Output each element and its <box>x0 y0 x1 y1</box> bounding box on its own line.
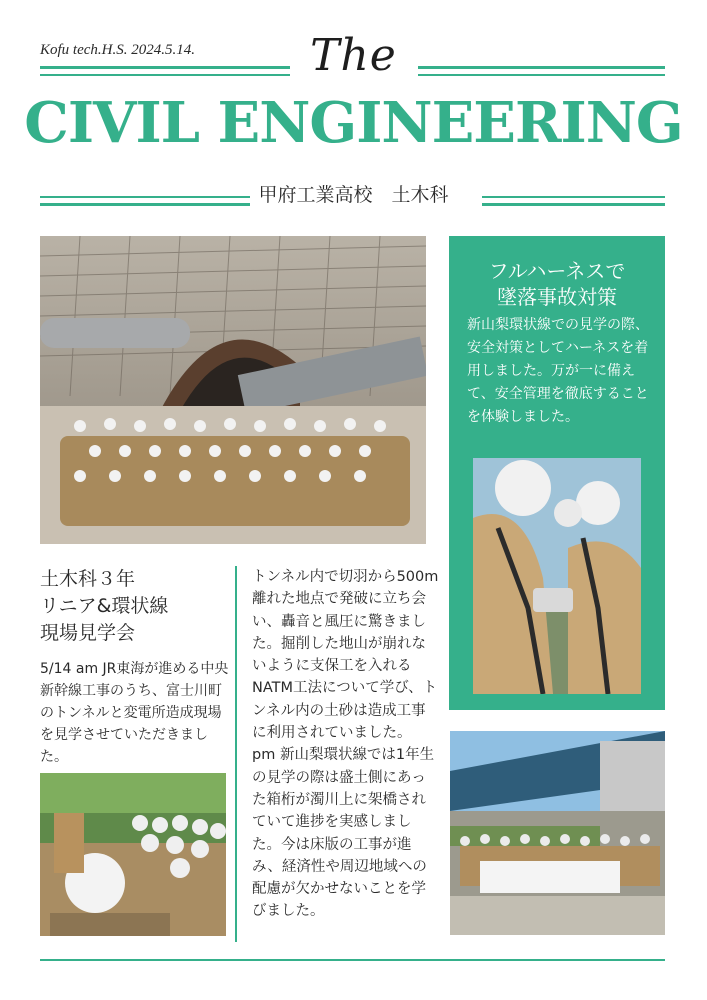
sidebar-harness-box <box>449 236 665 710</box>
site-visit-photo <box>40 773 226 936</box>
tunnel-group-photo <box>40 236 426 544</box>
column-divider <box>235 566 237 942</box>
sidebar-title <box>449 258 665 310</box>
article-body <box>252 566 440 923</box>
article-body-am: トンネル内で切羽から500m離れた地点で発破に立ち会い、轟音と風圧に驚きました。掘削した地山が崩れないように支保工を入れるNATM工法について学び、トンネル内の土砂は造成工事に利用されていました。 <box>252 569 439 742</box>
viaduct-group-photo <box>450 731 665 935</box>
article-title <box>40 566 230 647</box>
sidebar-title-line-1: フルハーネスで <box>488 259 626 283</box>
footer-rule <box>40 959 665 961</box>
article-title-line-1: 土木科３年 <box>40 568 136 590</box>
page-title: CIVIL ENGINEERING <box>24 90 683 156</box>
masthead-the: The <box>310 30 397 81</box>
school-name: 甲府工業高校 土木科 <box>258 184 449 206</box>
sidebar-title-line-2: 墜落事故対策 <box>497 285 617 309</box>
harness-photo <box>473 458 641 694</box>
article-lead: 5/14 am JR東海が進める中央新幹線工事のうち、富士川町のトンネルと変電所造成現場を見学させていただきました。 <box>40 661 229 765</box>
sidebar-body: 新山梨環状線での見学の際、安全対策としてハーネスを着用しました。万が一に備えて、安全管理を徹底することを体験しました。 <box>467 317 649 425</box>
article-title-line-3: 現場見学会 <box>40 622 136 644</box>
issue-date: Kofu tech.H.S. 2024.5.14. <box>40 42 195 58</box>
article-body-pm: pm 新山梨環状線では1年生の見学の際は盛土側にあった箱桁が濁川上に架橋されていて進捗を実感しました。今は床版の工事が進み、経済性や周辺地域への配慮が欠かせないことを学びました。 <box>252 747 435 920</box>
article-title-line-2: リニア&環状線 <box>40 595 169 617</box>
